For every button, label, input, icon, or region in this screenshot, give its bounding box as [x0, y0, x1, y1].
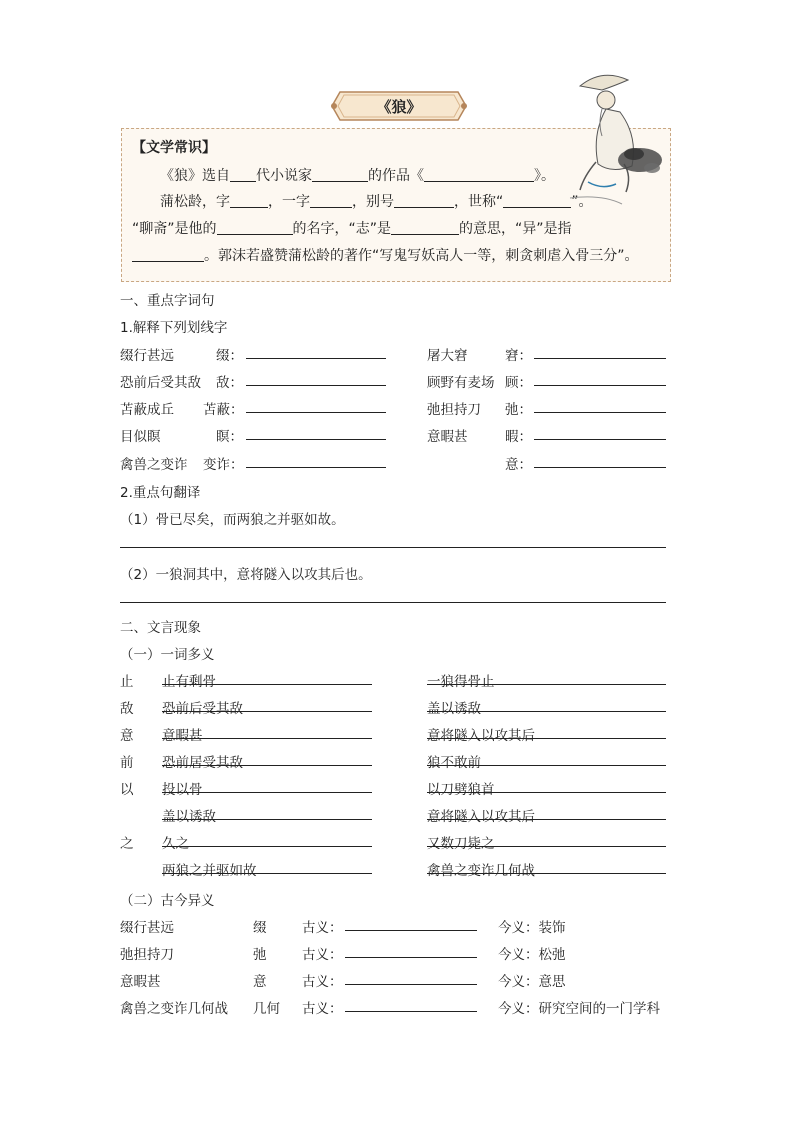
polysemy-char: 之	[120, 836, 134, 852]
list-item-phrase: 顾野有麦场	[427, 375, 495, 391]
answer-line[interactable]	[534, 439, 666, 440]
answer-line[interactable]	[246, 385, 386, 386]
polysemy-char: 以	[120, 782, 134, 798]
translation-answer-line[interactable]	[120, 547, 666, 548]
answer-line[interactable]	[246, 358, 386, 359]
modern-meaning: 今义：研究空间的一门学科	[498, 1001, 660, 1017]
polysemy-example-b: 又数刀毙之	[427, 836, 495, 852]
list-item-phrase: 目似瞑	[120, 429, 161, 445]
answer-line[interactable]	[534, 385, 666, 386]
answer-line[interactable]	[246, 412, 386, 413]
list-item-phrase: 屠大窘	[427, 348, 468, 364]
list-item-phrase: 意暇甚	[427, 429, 468, 445]
answer-line[interactable]	[427, 819, 666, 820]
answer-line[interactable]	[162, 792, 372, 793]
list-item-word: 暇：	[505, 429, 532, 445]
ancient-phrase: 意暇甚	[120, 974, 161, 990]
answer-line[interactable]	[345, 1011, 477, 1012]
page-title: 《狼》	[376, 98, 422, 116]
knowledge-line-3: “聊斋”是他的 的名字，“志”是 的意思，“异”是指	[132, 221, 572, 237]
list-item-word: 窘：	[505, 348, 532, 364]
list-item-word: 意：	[505, 457, 532, 473]
answer-line[interactable]	[534, 412, 666, 413]
section-1-sub-2: 2.重点句翻译	[120, 485, 201, 501]
section-1-sub-1: 1.解释下列划线字	[120, 320, 228, 336]
section-2-sub-2: （二）古今异义	[120, 893, 215, 909]
ancient-phrase: 禽兽之变诈几何战	[120, 1001, 228, 1017]
ancient-meaning-label: 古义：	[302, 920, 343, 936]
answer-line[interactable]	[246, 467, 386, 468]
answer-line[interactable]	[534, 467, 666, 468]
list-item-phrase: 禽兽之变诈	[120, 457, 188, 473]
polysemy-example-b: 意将隧入以攻其后	[427, 809, 535, 825]
polysemy-example-a: 止有剩骨	[162, 674, 216, 690]
polysemy-example-b: 盖以诱敌	[427, 701, 481, 717]
list-item-word: 瞑：	[216, 429, 243, 445]
answer-line[interactable]	[162, 846, 372, 847]
answer-line[interactable]	[427, 711, 666, 712]
list-item-word: 弛：	[505, 402, 532, 418]
polysemy-example-a: 意暇甚	[162, 728, 203, 744]
knowledge-line-4: 。郭沫若盛赞蒲松龄的著作“写鬼写妖高人一等，刺贪刺虐入骨三分”。	[132, 245, 639, 265]
polysemy-example-a: 久之	[162, 836, 189, 852]
polysemy-char: 止	[120, 674, 134, 690]
list-item-phrase: 恐前后受其敌	[120, 375, 201, 391]
answer-line[interactable]	[162, 765, 372, 766]
translation-answer-line[interactable]	[120, 602, 666, 603]
answer-line[interactable]	[162, 711, 372, 712]
polysemy-example-a: 恐前居受其敌	[162, 755, 243, 771]
knowledge-line-2: 蒲松龄，字 ，一字 ，别号 ，世称“ ”。	[160, 194, 593, 210]
polysemy-example-b: 狼不敢前	[427, 755, 481, 771]
section-2-heading: 二、文言现象	[120, 620, 201, 636]
polysemy-example-a: 恐前后受其敌	[162, 701, 243, 717]
list-item-word: 敌：	[216, 375, 243, 391]
answer-line[interactable]	[345, 930, 477, 931]
answer-line[interactable]	[427, 873, 666, 874]
answer-line[interactable]	[162, 819, 372, 820]
polysemy-example-b: 禽兽之变诈几何战	[427, 863, 535, 879]
ancient-phrase: 弛担持刀	[120, 947, 174, 963]
ancient-meaning-label: 古义：	[302, 947, 343, 963]
translation-sentence-2: （2）一狼洞其中，意将隧入以攻其后也。	[120, 567, 372, 583]
answer-line[interactable]	[162, 684, 372, 685]
answer-line[interactable]	[162, 738, 372, 739]
polysemy-example-a: 两狼之并驱如故	[162, 863, 257, 879]
list-item-word: 顾：	[505, 375, 532, 391]
modern-meaning: 今义：松弛	[498, 947, 566, 963]
answer-line[interactable]	[162, 873, 372, 874]
list-item-phrase: 弛担持刀	[427, 402, 481, 418]
polysemy-char: 前	[120, 755, 134, 771]
polysemy-example-a: 投以骨	[162, 782, 203, 798]
modern-meaning: 今义：意思	[498, 974, 566, 990]
polysemy-example-a: 盖以诱敌	[162, 809, 216, 825]
section-2-sub-1: （一）一词多义	[120, 647, 215, 663]
translation-sentence-1: （1）骨已尽矣，而两狼之并驱如故。	[120, 512, 345, 528]
scholar-illustration-icon	[562, 64, 682, 214]
ancient-char: 缀	[253, 920, 267, 936]
ancient-phrase: 缀行甚远	[120, 920, 174, 936]
ancient-char: 几何	[253, 1001, 280, 1017]
answer-line[interactable]	[534, 358, 666, 359]
answer-line[interactable]	[345, 984, 477, 985]
polysemy-char: 意	[120, 728, 134, 744]
ancient-meaning-label: 古义：	[302, 1001, 343, 1017]
knowledge-line-1: 《狼》选自 代小说家 的作品《 》。	[160, 168, 555, 184]
title-banner	[330, 90, 468, 122]
polysemy-example-b: 以刀劈狼首	[427, 782, 495, 798]
list-item-word: 缀：	[216, 348, 243, 364]
answer-line[interactable]	[427, 684, 666, 685]
list-item-word: 变诈：	[203, 457, 244, 473]
answer-line[interactable]	[345, 957, 477, 958]
ancient-char: 意	[253, 974, 267, 990]
modern-meaning: 今义：装饰	[498, 920, 566, 936]
knowledge-header: 【文学常识】	[132, 140, 216, 156]
polysemy-char: 敌	[120, 701, 134, 717]
answer-line[interactable]	[427, 792, 666, 793]
answer-line[interactable]	[246, 439, 386, 440]
section-1-heading: 一、重点字词句	[120, 293, 215, 309]
polysemy-example-b: 意将隧入以攻其后	[427, 728, 535, 744]
answer-line[interactable]	[427, 738, 666, 739]
answer-line[interactable]	[427, 765, 666, 766]
ancient-char: 弛	[253, 947, 267, 963]
list-item-phrase: 苫蔽成丘	[120, 402, 174, 418]
ancient-meaning-label: 古义：	[302, 974, 343, 990]
answer-line[interactable]	[427, 846, 666, 847]
polysemy-example-b: 一狼得骨止	[427, 674, 495, 690]
list-item-phrase: 缀行甚远	[120, 348, 174, 364]
list-item-word: 苫蔽：	[203, 402, 244, 418]
